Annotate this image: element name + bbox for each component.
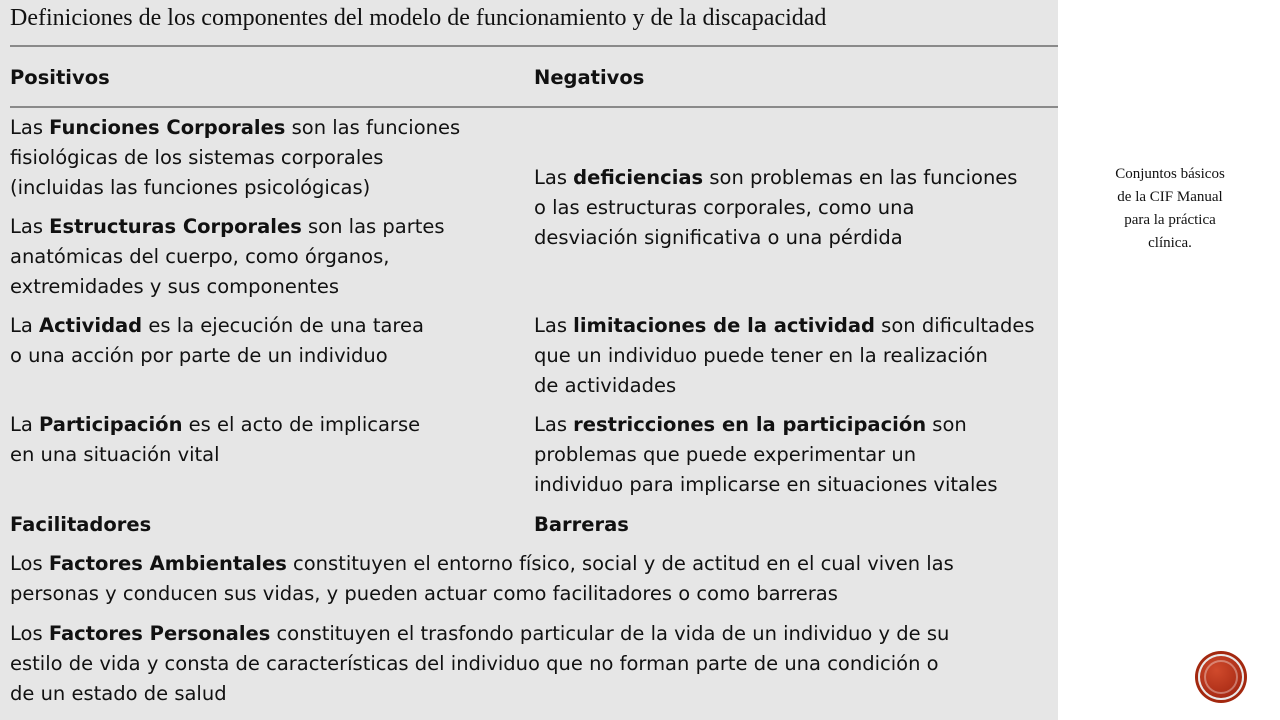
source-caption <box>1082 163 1258 255</box>
caption-line-3: para la práctica <box>1124 212 1216 228</box>
header-negativos: Negativos <box>534 66 645 89</box>
restricciones-line-1: Las restricciones en la participación son <box>534 413 967 436</box>
caption-line-1: Conjuntos básicos <box>1115 166 1225 182</box>
deficiencias-line-3: desviación significativa o una pérdida <box>534 226 903 249</box>
limitaciones-line-1: Las limitaciones de la actividad son dificultades <box>534 314 1035 337</box>
ambientales-line-1: Los Factores Ambientales constituyen el entorno físico, social y de actitud en el cual viven las <box>10 552 954 575</box>
funciones-line-3: (incluidas las funciones psicológicas) <box>10 176 371 199</box>
circle-ring <box>1204 660 1238 694</box>
estructuras-line-3: extremidades y sus componentes <box>10 275 339 298</box>
deficiencias-line-1: Las deficiencias son problemas en las funciones <box>534 166 1018 189</box>
header-divider <box>10 106 1058 108</box>
estructuras-line-1: Las Estructuras Corporales son las partes <box>10 215 445 238</box>
slide-nav-circle-icon[interactable] <box>1198 654 1244 700</box>
page-title: Definiciones de los componentes del modelo de funcionamiento y de la discapacidad <box>10 5 827 31</box>
personales-line-3: de un estado de salud <box>10 682 227 705</box>
participacion-line-1: La Participación es el acto de implicarse <box>10 413 421 436</box>
actividad-line-1: La Actividad es la ejecución de una tarea <box>10 314 424 337</box>
deficiencias-line-2: o las estructuras corporales, como una <box>534 196 915 219</box>
funciones-line-1: Las Funciones Corporales son las funciones <box>10 116 461 139</box>
estructuras-line-2: anatómicas del cuerpo, como órganos, <box>10 245 390 268</box>
restricciones-line-2: problemas que puede experimentar un <box>534 443 917 466</box>
caption-line-2: de la CIF Manual <box>1117 189 1223 205</box>
top-divider <box>10 45 1058 47</box>
actividad-line-2: o una acción por parte de un individuo <box>10 344 388 367</box>
funciones-line-2: fisiológicas de los sistemas corporales <box>10 146 384 169</box>
caption-line-4: clínica. <box>1148 235 1192 251</box>
limitaciones-line-3: de actividades <box>534 374 677 397</box>
limitaciones-line-2: que un individuo puede tener en la realización <box>534 344 988 367</box>
participacion-line-2: en una situación vital <box>10 443 220 466</box>
header-barreras: Barreras <box>534 513 629 536</box>
personales-line-1: Los Factores Personales constituyen el trasfondo particular de la vida de un individuo y de su <box>10 622 950 645</box>
header-facilitadores: Facilitadores <box>10 513 152 536</box>
restricciones-line-3: individuo para implicarse en situaciones vitales <box>534 473 998 496</box>
personales-line-2: estilo de vida y consta de características del individuo que no forman parte de una condición o <box>10 652 939 675</box>
header-positivos: Positivos <box>10 66 110 89</box>
ambientales-line-2: personas y conducen sus vidas, y pueden actuar como facilitadores o como barreras <box>10 582 838 605</box>
